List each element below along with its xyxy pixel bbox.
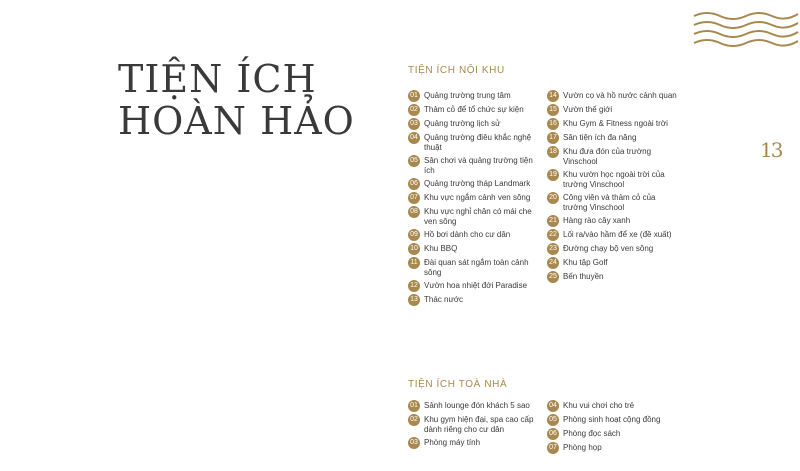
- item-number-badge: 22: [547, 229, 559, 241]
- list-item: [547, 272, 679, 283]
- item-number-badge: 13: [408, 294, 420, 306]
- item-label: Khu tập Golf: [563, 258, 608, 267]
- item-label: Khu gym hiện đại, spa cao cấp dành riêng cho cư dân: [424, 415, 534, 434]
- item-number-badge: 09: [408, 229, 420, 241]
- list-item: [408, 295, 540, 306]
- item-label: Khu vui chơi cho trẻ: [563, 401, 635, 410]
- list-item: [408, 438, 540, 449]
- item-label: Hàng rào cây xanh: [563, 216, 631, 225]
- item-label: Khu vực ngắm cảnh ven sông: [424, 193, 531, 202]
- item-label: Quảng trường trung tâm: [424, 91, 511, 100]
- list-item: [408, 207, 540, 227]
- amenity-list-internal-col2: [547, 91, 679, 286]
- list-item: [547, 147, 679, 167]
- item-number-badge: 04: [547, 400, 559, 412]
- item-label: Lối ra/vào hầm để xe (đề xuất): [563, 230, 672, 239]
- title-line-2: HOÀN HẢO: [118, 99, 355, 143]
- list-item: [408, 258, 540, 278]
- item-label: Thảm cỏ để tổ chức sự kiện: [424, 105, 524, 114]
- item-number-badge: 06: [547, 428, 559, 440]
- list-item: [408, 133, 540, 153]
- item-number-badge: 23: [547, 243, 559, 255]
- list-item: [547, 244, 679, 255]
- list-item: [408, 281, 540, 292]
- item-number-badge: 25: [547, 271, 559, 283]
- item-label: Vườn hoa nhiệt đới Paradise: [424, 281, 528, 290]
- list-item: [547, 258, 679, 269]
- item-number-badge: 10: [408, 243, 420, 255]
- list-item: [408, 105, 540, 116]
- item-number-badge: 11: [408, 257, 420, 269]
- list-item: [547, 415, 679, 426]
- item-label: Sân tiện ích đa năng: [563, 133, 637, 142]
- item-number-badge: 01: [408, 90, 420, 102]
- item-label: Phòng họp: [563, 443, 602, 452]
- item-label: Phòng sinh hoạt cộng đồng: [563, 415, 661, 424]
- item-label: Phòng máy tính: [424, 438, 481, 447]
- item-label: Đường chạy bộ ven sông: [563, 244, 654, 253]
- list-item: [547, 401, 679, 412]
- item-label: Công viên và thảm cỏ của trường Vinschool: [563, 193, 656, 212]
- item-label: Thác nước: [424, 295, 464, 304]
- amenity-list-internal-col1: [408, 91, 540, 309]
- item-label: Khu Gym & Fitness ngoài trời: [563, 119, 668, 128]
- item-number-badge: 07: [408, 192, 420, 204]
- item-number-badge: 01: [408, 400, 420, 412]
- item-number-badge: 15: [547, 104, 559, 116]
- item-number-badge: 24: [547, 257, 559, 269]
- item-number-badge: 18: [547, 146, 559, 158]
- list-item: [547, 216, 679, 227]
- list-item: [408, 193, 540, 204]
- list-item: [408, 230, 540, 241]
- item-label: Khu đưa đón của trường Vinschool: [563, 147, 652, 166]
- item-label: Sân chơi và quảng trường tiện ích: [424, 156, 533, 175]
- list-item: [547, 443, 679, 454]
- list-item: [547, 105, 679, 116]
- page-number: 13: [760, 138, 782, 162]
- item-number-badge: 02: [408, 104, 420, 116]
- item-label: Khu vườn học ngoài trời của trường Vinschool: [563, 170, 665, 189]
- item-number-badge: 20: [547, 192, 559, 204]
- item-label: Hồ bơi dành cho cư dân: [424, 230, 511, 239]
- item-label: Vườn cọ và hồ nước cảnh quan: [563, 91, 677, 100]
- page-title: [118, 58, 355, 142]
- wave-decoration-icon: [692, 8, 800, 52]
- list-item: [547, 170, 679, 190]
- list-item: [547, 119, 679, 130]
- section-heading-building: TIỆN ÍCH TOÀ NHÀ: [408, 379, 508, 390]
- item-label: Đài quan sát ngắm toàn cảnh sông: [424, 258, 529, 277]
- list-item: [408, 415, 540, 435]
- item-number-badge: 16: [547, 118, 559, 130]
- amenity-list-building-col1: [408, 401, 540, 452]
- list-item: [547, 133, 679, 144]
- item-number-badge: 12: [408, 280, 420, 292]
- list-item: [547, 193, 679, 213]
- list-item: [408, 244, 540, 255]
- item-number-badge: 08: [408, 206, 420, 218]
- amenity-list-building-col2: [547, 401, 679, 457]
- list-item: [408, 401, 540, 412]
- list-item: [408, 91, 540, 102]
- item-number-badge: 03: [408, 437, 420, 449]
- item-number-badge: 05: [408, 155, 420, 167]
- item-label: Phòng đọc sách: [563, 429, 621, 438]
- list-item: [547, 230, 679, 241]
- item-number-badge: 07: [547, 442, 559, 454]
- item-number-badge: 02: [408, 414, 420, 426]
- item-number-badge: 06: [408, 178, 420, 190]
- item-label: Khu vực nghỉ chân có mái che ven sông: [424, 207, 532, 226]
- section-heading-internal: TIỆN ÍCH NỘI KHU: [408, 65, 505, 76]
- item-number-badge: 19: [547, 169, 559, 181]
- list-item: [547, 91, 679, 102]
- list-item: [408, 179, 540, 190]
- item-label: Bến thuyền: [563, 272, 604, 281]
- list-item: [408, 119, 540, 130]
- item-label: Khu BBQ: [424, 244, 458, 253]
- item-label: Quảng trường điêu khắc nghệ thuật: [424, 133, 532, 152]
- item-label: Sảnh lounge đón khách 5 sao: [424, 401, 530, 410]
- list-item: [547, 429, 679, 440]
- item-number-badge: 03: [408, 118, 420, 130]
- item-label: Quảng trường tháp Landmark: [424, 179, 531, 188]
- item-label: Quảng trường lịch sử: [424, 119, 501, 128]
- item-number-badge: 04: [408, 132, 420, 144]
- item-number-badge: 14: [547, 90, 559, 102]
- item-number-badge: 17: [547, 132, 559, 144]
- title-line-1: TIỆN ÍCH: [118, 57, 317, 101]
- item-number-badge: 05: [547, 414, 559, 426]
- item-label: Vườn thế giới: [563, 105, 613, 114]
- item-number-badge: 21: [547, 215, 559, 227]
- list-item: [408, 156, 540, 176]
